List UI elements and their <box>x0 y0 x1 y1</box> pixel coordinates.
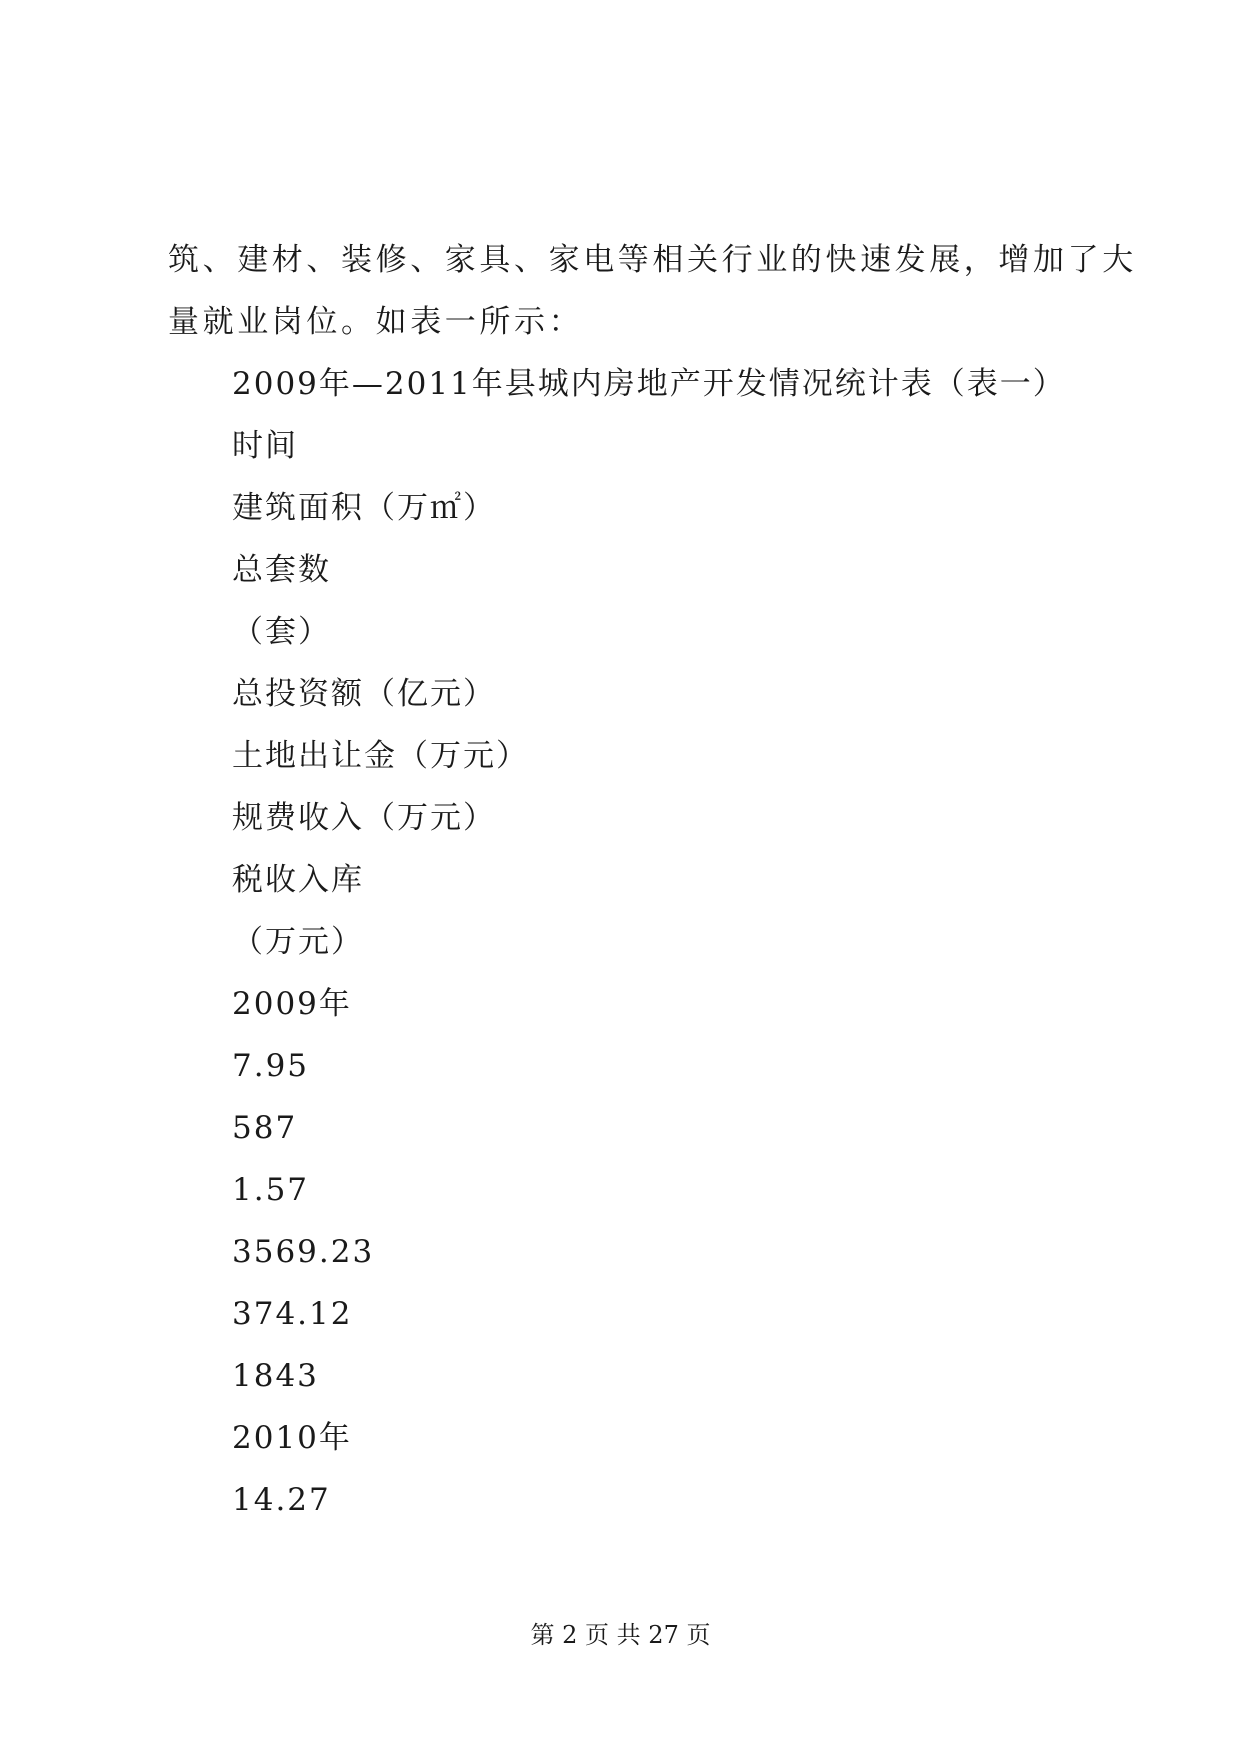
table-header-tax-unit: （万元） <box>232 924 364 960</box>
table-header-land-fee: 土地出让金（万元） <box>232 738 529 774</box>
table-cell: 14.27 <box>232 1482 331 1518</box>
table-cell: 374.12 <box>232 1296 353 1332</box>
table-header-units: 总套数 <box>232 552 331 588</box>
table-cell: 587 <box>232 1110 298 1146</box>
table-title: 2009年—2011年县城内房地产开发情况统计表（表一） <box>232 366 1066 402</box>
paragraph-line-2: 量就业岗位。如表一所示： <box>168 304 584 340</box>
table-cell-year-2010: 2010年 <box>232 1420 352 1456</box>
table-cell: 1843 <box>232 1358 319 1394</box>
table-header-units-unit: （套） <box>232 614 331 650</box>
table-cell: 3569.23 <box>232 1234 375 1270</box>
paragraph-line-1: 筑、建材、装修、家具、家电等相关行业的快速发展，增加了大 <box>168 242 1137 278</box>
table-cell: 7.95 <box>232 1048 310 1084</box>
table-cell-year-2009: 2009年 <box>232 986 352 1022</box>
table-header-fees: 规费收入（万元） <box>232 800 496 836</box>
table-header-time: 时间 <box>232 428 298 464</box>
table-header-tax: 税收入库 <box>232 862 364 898</box>
table-cell: 1.57 <box>232 1172 310 1208</box>
page-footer: 第 2 页 共 27 页 <box>530 1621 711 1649</box>
table-header-investment: 总投资额（亿元） <box>232 676 496 712</box>
table-header-area: 建筑面积（万㎡） <box>232 490 496 526</box>
